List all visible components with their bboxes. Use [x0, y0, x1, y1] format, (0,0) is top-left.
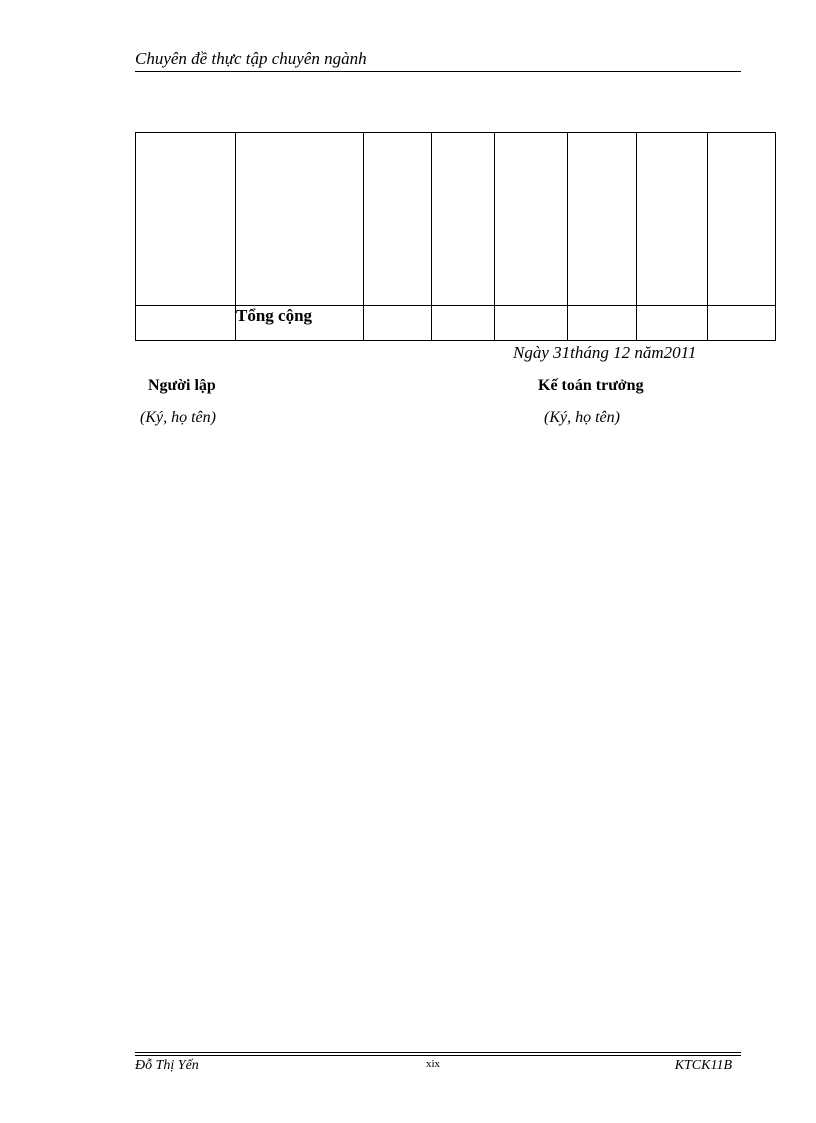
- table-cell: [136, 306, 236, 341]
- preparer-note: (Ký, họ tên): [140, 409, 216, 426]
- total-row: [136, 306, 776, 341]
- preparer-title: Người lập: [148, 377, 216, 394]
- table-cell: [708, 133, 776, 306]
- footer-rule: [135, 1052, 741, 1053]
- footer-class-code: KTCK11B: [674, 1058, 732, 1073]
- table-cell: [637, 306, 708, 341]
- ledger-table: [135, 132, 776, 341]
- table-cell: [236, 133, 364, 306]
- table-row: [136, 133, 776, 306]
- page-header-title: Chuyên đề thực tập chuyên ngành: [135, 49, 367, 68]
- table-cell: [432, 306, 495, 341]
- chief-accountant-note: (Ký, họ tên): [544, 409, 620, 426]
- table-cell: [364, 306, 432, 341]
- footer-rule: [135, 1055, 741, 1056]
- table-cell: [637, 133, 708, 306]
- table-cell: [708, 306, 776, 341]
- table-cell: [568, 133, 637, 306]
- total-label: Tổng cộng: [236, 306, 364, 341]
- table-cell: [432, 133, 495, 306]
- date-line: Ngày 31tháng 12 năm2011: [513, 343, 697, 362]
- page-number: xix: [426, 1058, 441, 1070]
- chief-accountant-title: Kế toán trưởng: [538, 377, 644, 394]
- table-cell: [495, 306, 568, 341]
- header-rule: [135, 71, 741, 72]
- table-cell: [495, 133, 568, 306]
- table-cell: [364, 133, 432, 306]
- table-cell: [568, 306, 637, 341]
- table-cell: [136, 133, 236, 306]
- footer-author: Đỗ Thị Yến: [135, 1058, 199, 1073]
